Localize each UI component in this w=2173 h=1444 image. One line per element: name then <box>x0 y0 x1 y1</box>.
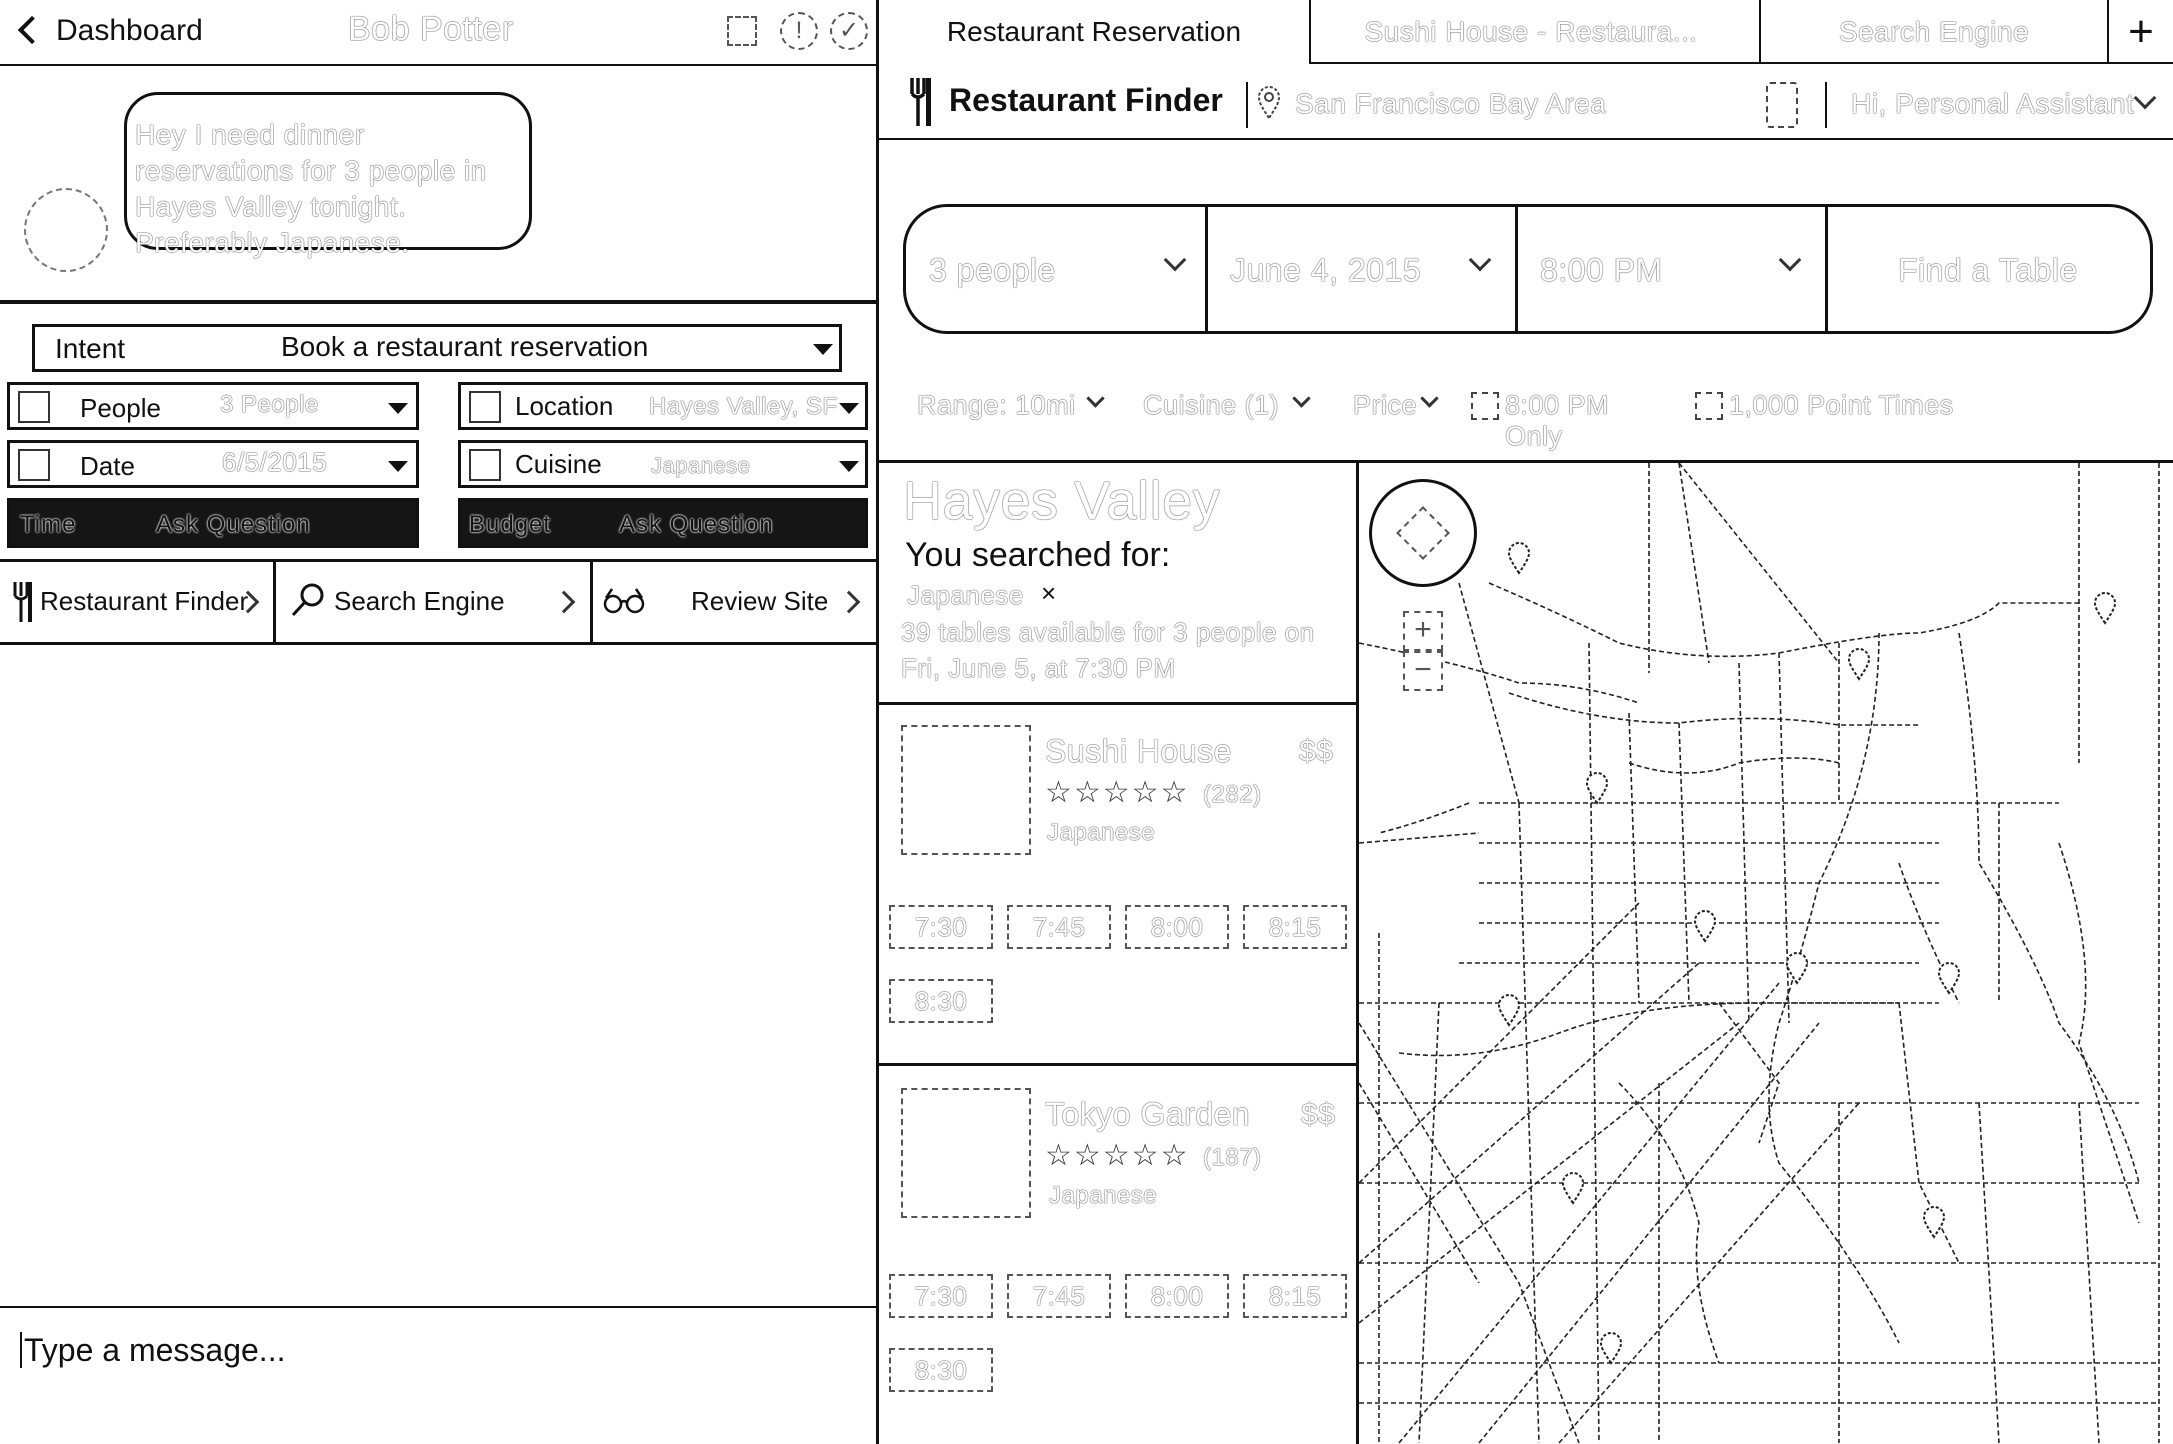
points-label: 1,000 Point Times <box>1729 390 1954 420</box>
map-pan-control[interactable] <box>1369 479 1477 587</box>
people-label: People <box>80 393 161 423</box>
account-greeting[interactable]: Hi, Personal Assistant <box>1851 88 2135 119</box>
date-label: Date <box>80 451 135 481</box>
cuisine-filter-label: Cuisine (1) <box>1143 390 1280 420</box>
review-site-label: Review Site <box>691 586 829 616</box>
avatar <box>24 188 108 272</box>
review-count: (187) <box>1203 1144 1262 1171</box>
time-field[interactable] <box>7 498 419 548</box>
fork-knife-icon <box>909 76 933 128</box>
cuisine-value: Japanese <box>651 453 751 478</box>
message-input[interactable] <box>0 1308 876 1444</box>
price-filter[interactable] <box>1353 390 1453 424</box>
restaurant-photo <box>901 725 1031 855</box>
intent-value: Book a restaurant reservation <box>281 331 649 362</box>
date-value: June 4, 2015 <box>1230 252 1422 288</box>
chevron-down-icon <box>1292 389 1310 407</box>
time-slot-button[interactable]: 8:00 <box>1125 905 1229 949</box>
people-field[interactable] <box>7 382 419 430</box>
chevron-down-icon <box>1164 249 1187 272</box>
time-select[interactable] <box>1518 206 1825 332</box>
pan-arrows-icon <box>1396 506 1450 560</box>
message-text: Hey I need dinner reservations for 3 people in Hayes Valley tonight. Preferably Japanese. <box>135 119 487 258</box>
street-map <box>1359 463 2173 1444</box>
restaurant-cuisine: Japanese <box>1049 1182 1158 1209</box>
restaurant-name[interactable]: Tokyo Garden <box>1045 1096 1251 1132</box>
messaging-panel <box>0 0 876 1444</box>
intent-label: Intent <box>55 333 126 364</box>
date-value: 6/5/2015 <box>222 447 328 477</box>
fork-knife-icon <box>12 580 34 624</box>
time-only-filter[interactable] <box>1471 390 1671 451</box>
chevron-left-icon <box>18 16 46 44</box>
restaurant-price: $$ <box>1301 1098 1336 1131</box>
chevron-down-icon <box>839 403 859 414</box>
time-slot-button[interactable]: 8:00 <box>1125 1274 1229 1318</box>
chevron-down-icon <box>839 461 859 472</box>
search-tag: Japanese <box>907 580 1024 610</box>
searched-for-label: You searched for: <box>905 536 1171 574</box>
calendar-icon[interactable] <box>727 16 757 46</box>
tab-restaurant-reservation[interactable]: Restaurant Reservation <box>946 16 1242 47</box>
contact-name: Bob Potter <box>348 10 514 48</box>
zoom-out-button[interactable]: − <box>1403 651 1443 691</box>
chevron-down-icon <box>813 344 833 355</box>
chevron-down-icon <box>1779 249 1802 272</box>
cuisine-filter[interactable] <box>1143 390 1329 424</box>
budget-value: Ask Question <box>619 511 774 538</box>
location-pin-icon <box>1257 86 1281 120</box>
area-title: Hayes Valley <box>903 471 1221 531</box>
site-brand[interactable]: Restaurant Finder <box>949 82 1223 118</box>
chevron-down-icon <box>1420 389 1438 407</box>
chevron-down-icon <box>388 461 408 472</box>
chevron-down-icon[interactable] <box>2134 87 2157 110</box>
incoming-message-bubble <box>124 92 532 258</box>
zoom-in-button[interactable]: + <box>1403 611 1443 651</box>
location-checkbox[interactable] <box>469 391 501 423</box>
find-table-button[interactable] <box>1828 206 2150 332</box>
rating-stars: ☆☆☆☆☆ <box>1045 1139 1190 1172</box>
chevron-right-icon <box>838 591 861 614</box>
time-slot-button[interactable]: 8:30 <box>889 1348 993 1392</box>
cuisine-checkbox[interactable] <box>469 449 501 481</box>
time-only-label: 8:00 PM Only <box>1505 390 1610 451</box>
restaurant-price: $$ <box>1299 735 1334 768</box>
restaurant-card[interactable] <box>879 705 1356 1063</box>
people-checkbox[interactable] <box>18 391 50 423</box>
intent-select[interactable] <box>32 324 842 372</box>
chevron-right-icon <box>553 591 576 614</box>
chevron-down-icon <box>388 403 408 414</box>
chevron-down-icon <box>1086 389 1104 407</box>
restaurant-card[interactable] <box>879 1066 1356 1444</box>
tab-search-engine[interactable]: Search Engine <box>1838 16 2030 47</box>
message-placeholder: Type a message... <box>24 1332 286 1368</box>
location-value: Hayes Valley, SF <box>649 393 838 420</box>
budget-field[interactable] <box>458 498 868 548</box>
back-button[interactable] <box>14 10 214 54</box>
time-slot-button[interactable]: 7:45 <box>1007 905 1111 949</box>
price-filter-label: Price <box>1353 390 1418 420</box>
magnifier-icon <box>290 582 326 618</box>
back-label: Dashboard <box>56 14 203 47</box>
restaurant-name[interactable]: Sushi House <box>1045 733 1232 769</box>
chevron-down-icon <box>1469 249 1492 272</box>
rating-stars: ☆☆☆☆☆ <box>1045 776 1190 809</box>
info-icon[interactable]: ! <box>780 12 818 50</box>
cuisine-label: Cuisine <box>515 449 602 479</box>
search-engine-shortcut[interactable] <box>276 562 590 642</box>
time-slot-button[interactable]: 8:15 <box>1243 905 1347 949</box>
time-slot-button[interactable]: 7:45 <box>1007 1274 1111 1318</box>
map[interactable] <box>1359 463 2173 1444</box>
review-count: (282) <box>1203 781 1262 808</box>
points-checkbox[interactable] <box>1695 392 1723 420</box>
text-cursor <box>20 1332 22 1368</box>
review-site-shortcut[interactable] <box>593 562 876 642</box>
remove-tag-icon[interactable]: × <box>1041 578 1057 608</box>
restaurant-photo <box>901 1088 1031 1218</box>
glasses-icon <box>603 586 645 616</box>
results-summary: 39 tables available for 3 people on Fri, June 5, at 7:30 PM <box>901 617 1315 683</box>
find-table-label: Find a Table <box>1898 252 2078 288</box>
time-value: 8:00 PM <box>1540 252 1663 288</box>
mobile-icon[interactable] <box>1766 82 1798 128</box>
budget-label: Budget <box>469 511 552 538</box>
tab-sushi-house[interactable]: Sushi House - Restaura... <box>1364 16 1698 47</box>
date-field[interactable] <box>7 440 419 488</box>
time-slot-button[interactable]: 8:15 <box>1243 1274 1347 1318</box>
points-filter[interactable] <box>1695 390 1955 424</box>
date-select[interactable] <box>1208 206 1515 332</box>
site-location[interactable]: San Francisco Bay Area <box>1295 88 1607 119</box>
restaurant-finder-shortcut[interactable] <box>0 562 272 642</box>
party-size-value: 3 people <box>929 252 1056 288</box>
cuisine-field[interactable] <box>458 440 868 488</box>
location-label: Location <box>515 391 614 421</box>
date-checkbox[interactable] <box>18 449 50 481</box>
browser-window <box>879 0 2173 1444</box>
time-slot-button[interactable]: 7:30 <box>889 905 993 949</box>
restaurant-finder-label: Restaurant Finder <box>40 586 249 616</box>
time-label: Time <box>20 511 77 538</box>
range-filter-label: Range: 10mi <box>917 390 1076 420</box>
check-icon[interactable]: ✓ <box>830 12 868 50</box>
party-size-select[interactable] <box>909 206 1205 332</box>
time-slot-button[interactable]: 8:30 <box>889 979 993 1023</box>
search-engine-label: Search Engine <box>334 586 505 616</box>
time-slot-button[interactable]: 7:30 <box>889 1274 993 1318</box>
location-field[interactable] <box>458 382 868 430</box>
restaurant-cuisine: Japanese <box>1047 819 1156 846</box>
time-value: Ask Question <box>156 511 311 538</box>
range-filter[interactable] <box>917 390 1117 424</box>
new-tab-button[interactable]: + <box>2128 7 2154 56</box>
time-only-checkbox[interactable] <box>1471 392 1499 420</box>
people-value: 3 People <box>220 391 319 418</box>
